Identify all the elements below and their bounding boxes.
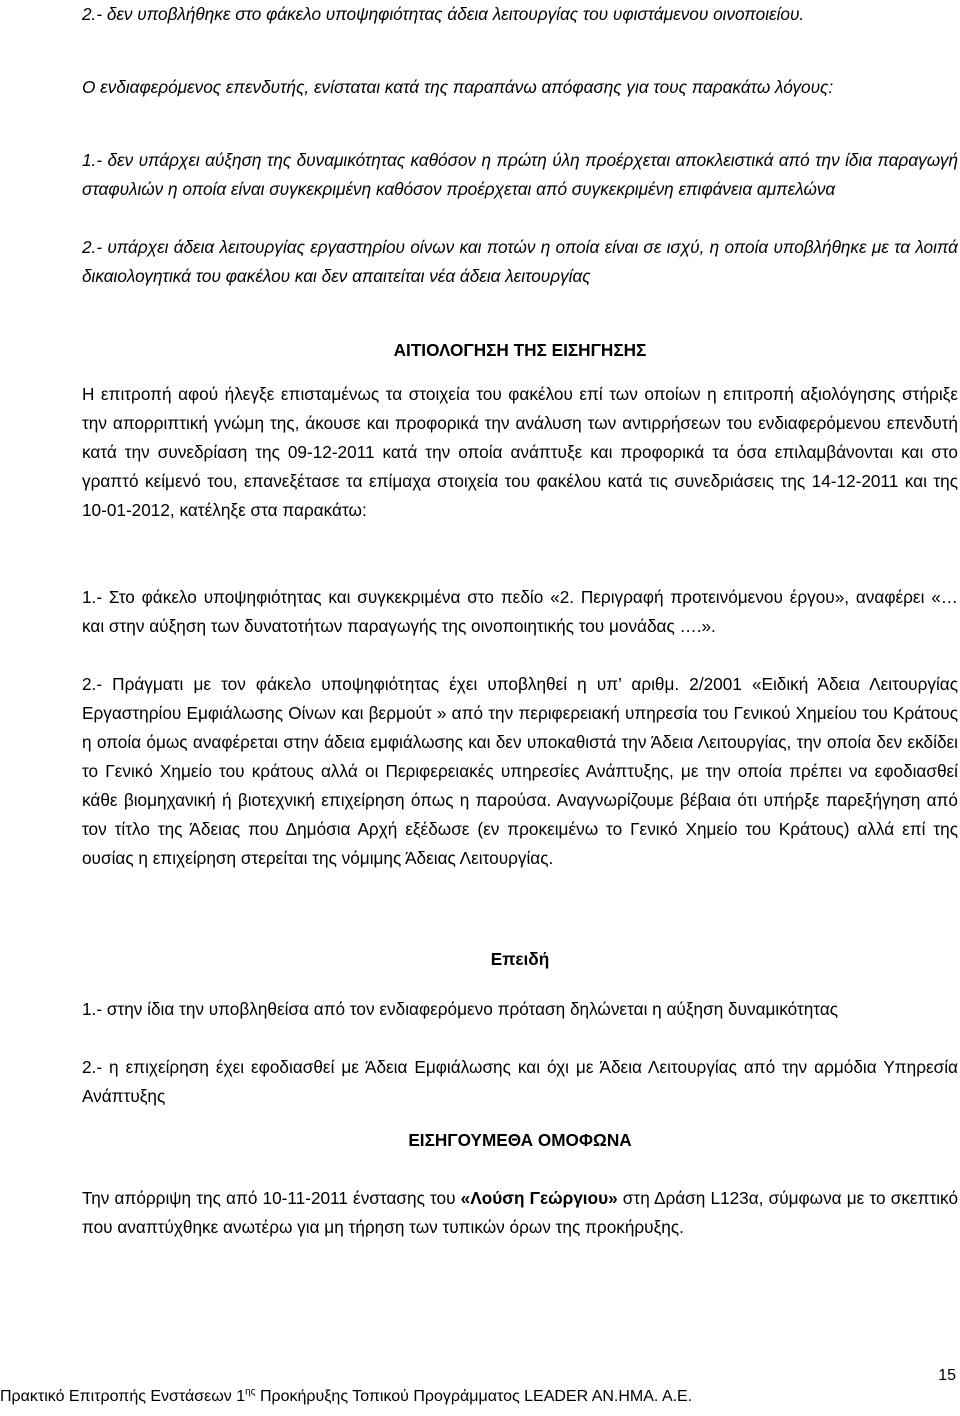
finding-point-2: 2.- Πράγματι με τον φάκελο υποψηφιότητας έχει υποβληθεί η υπ’ αριθμ. 2/2001 «Ειδική Άδεια Λειτουργίας Εργαστηρίου Εμφιάλωσης Οίνων και βερμούτ » από την περιφερειακή υπηρεσία του Γενικού Χημείου του Κράτους η οποία όμως αναφέρεται στην άδεια εμφιάλωσης και δεν υποκαθιστά την Άδεια Λειτουργίας, την οποία δεν εκδίδει το Γενικό Χημείο του κράτους αλλά οι Περιφερειακές υπηρεσίες Ανάπτυξης, με την οποία πρέπει να εφοδιασθεί κάθε βιομηχανική ή βιοτεχνική επιχείρηση όπως η παρούσα. Αναγνωρίζουμε βέβαια ότι υπήρξε παρεξήγηση από τον τίτλο της Άδειας που Δημόσια Αρχή εξέδωσε (εν προκειμένω το Γενικό Χημείο του Κράτους) αλλά επί της ουσίας η επιχείρηση στερείται της νόμιμης Άδειας Λειτουργίας. xyxy=(82,674,958,868)
page-footer xyxy=(0,1388,960,1406)
objection-point-2: 2.- υπάρχει άδεια λειτουργίας εργαστηρίου οίνων και ποτών η οποία είναι σε ισχύ, η οποία υποβλήθηκε με τα λοιπά δικαιολογητικά του φακέλου και δεν απαιτείται νέα άδεια λειτουργίας xyxy=(82,237,958,286)
because-heading: Επειδή xyxy=(490,949,550,969)
objection-point-1: 1.- δεν υπάρχει αύξηση της δυναμικότητας καθόσον η πρώτη ύλη προέρχεται αποκλειστικά από την ίδια παραγωγή σταφυλιών η οποία είναι συγκεκριμένη καθόσον προέρχεται από συγκεκριμένη επιφάνεια αμπελώνα xyxy=(82,150,958,199)
page-number: 15 xyxy=(938,1367,956,1384)
objector-name: «Λούση Γεώργιου» xyxy=(460,1188,618,1208)
justification-heading: ΑΙΤΙΟΛΟΓΗΣΗ ΤΗΣ ΕΙΣΗΓΗΣΗΣ xyxy=(393,340,647,360)
footer-text-end: Προκήρυξης Τοπικού Προγράμματος LEADER AN.HMA. A.E. xyxy=(255,1388,693,1405)
recommendation-paragraph xyxy=(82,1184,958,1242)
justification-paragraph: Η επιτροπή αφού ήλεγξε επισταμένως τα στοιχεία του φακέλου επί των οποίων η επιτροπή αξιολόγησης στήριξε την απορριπτική γνώμη της, άκουσε και προφορικά την ανάλυση των αντιρρήσεων του ενδιαφερόμενου επενδυτή κατά την συνεδρίαση της 09-12-2011 κατά την οποία ανάπτυξε και προφορικά τα όσα επιλαμβάνονται και στο γραπτό κείμενό του, επανεξέτασε τα επίμαχα στοιχεία του φακέλου κατά τις συνεδριάσεις της 14-12-2011 και της 10-01-2012, κατέληξε στα παρακάτω: xyxy=(82,384,958,520)
recommendation-text-end: στη Δράση L123α, σύμφωνα με το σκεπτικό που αναπτύχθηκε ανωτέρω για μη τήρηση των τυπικών όρων της προκήρυξης. xyxy=(82,1188,959,1237)
because-point-2: 2.- η επιχείρηση έχει εφοδιασθεί με Άδεια Εμφιάλωσης και όχι με Άδεια Λειτουργίας από την αρμόδια Υπηρεσία Ανάπτυξης xyxy=(82,1057,958,1106)
because-point-1: 1.- στην ίδια την υποβληθείσα από τον ενδιαφερόμενο πρόταση δηλώνεται η αύξηση δυναμικότητας xyxy=(82,999,839,1019)
footer-superscript: ης xyxy=(245,1386,256,1398)
finding-point-1: 1.- Στο φάκελο υποψηφιότητας και συγκεκριμένα στο πεδίο «2. Περιγραφή προτεινόμενου έργου», αναφέρει «… και στην αύξηση των δυνατοτήτων παραγωγής της οινοποιητικής του μονάδας ….». xyxy=(82,587,958,636)
footer-text-start: Πρακτικό Επιτροπής Ενστάσεων 1 xyxy=(0,1388,246,1405)
recommendation-heading: ΕΙΣΗΓΟΥΜΕΘΑ ΟΜΟΦΩΝΑ xyxy=(408,1130,632,1150)
intro-paragraph-2: Ο ενδιαφερόμενος επενδυτής, ενίσταται κατά της παραπάνω απόφασης για τους παρακάτω λόγους: xyxy=(82,77,834,97)
recommendation-text-start: Την απόρριψη της από 10-11-2011 ένστασης του xyxy=(82,1188,461,1208)
intro-paragraph-1: 2.- δεν υποβλήθηκε στο φάκελο υποψηφιότητας άδεια λειτουργίας του υφιστάμενου οινοποιείου. xyxy=(82,4,805,24)
